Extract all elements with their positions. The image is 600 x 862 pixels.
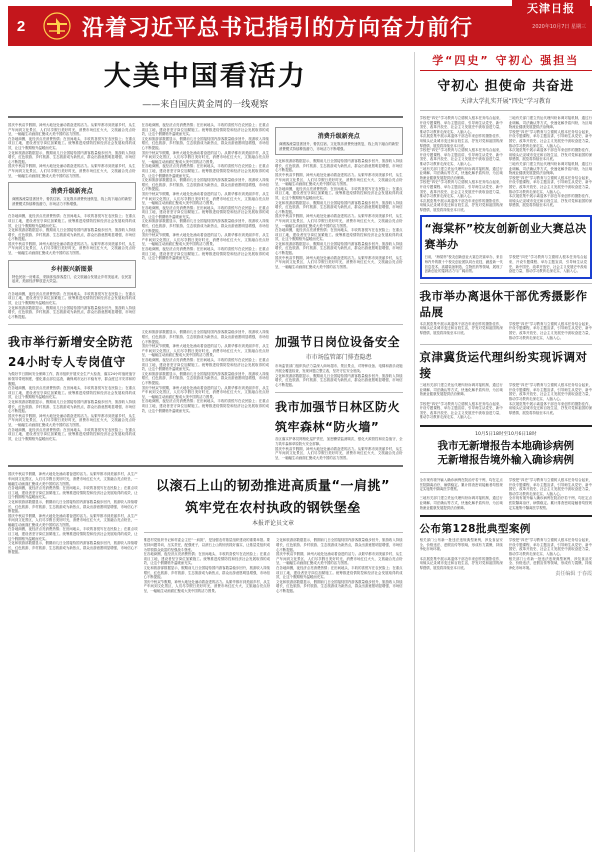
- article-text: 文化和旅游部数据显示，假期前几日全国接待国内游客数量稳步回升，旅游收入持续增长，红色旅游、乡村旅游、生态旅游成为新热点，群众出游意愿明显增强，市场信心不断提振。: [8, 399, 136, 414]
- article-paragraph: 国庆中秋双节假期，神州大地处处涌动着奋进的活力。从繁华都市到美丽乡村，从生产车间到文化景区，人们尽享假日美好时光，消费市场红红火火，文旅融合亮点纷呈，一幅幅生动画面汇聚成大美中国的活力图景。: [141, 191, 270, 206]
- bulletin-title-line-1: 我市无新增报告本地确诊病例: [437, 439, 574, 452]
- article-paragraph: 国庆中秋双节假期，神州大地处处涌动着奋进的活力。从繁华都市到美丽乡村，从生产车间到文化景区，人们尽享假日美好时光，消费市场红红火火，文旅融合亮点纷呈，一幅幅生动画面汇聚成大美中国的活力图景。: [8, 123, 136, 137]
- article-text: 学校把“四史”学习教育与立德树人根本任务结合起来，开设专题课程、举办主题宣讲，引导师生从党史、新中国史、改革开放史、社会主义发展史中汲取奋进力量，推动学习教育走深走实、入脑入心。: [508, 129, 593, 148]
- lead-article: [8, 123, 403, 319]
- bulletin-dateline: 10月5日18时至10月6日18时: [475, 431, 537, 437]
- bulletin-text: 全市现有境外输入确诊病例在院治疗若干例，均在定点医院隔离治疗，病情稳定。累计排查密切接触者均按规定实施集中隔离医学观察。: [508, 496, 593, 510]
- highlighted-article[interactable]: [420, 215, 592, 278]
- article-paragraph: 在各地商圈，夜经济点亮消费热情；在田间地头，丰收的喜悦写在农民脸上；在重点项目工地，建设者坚守岗位加紧施工。统筹推进疫情防控和经济社会发展取得的成效，让这个假期格外温暖而充实。: [141, 123, 270, 137]
- article-text: 本次展览集中展示离退休干部近年来创作的摄影佳作，用镜头记录城市变迁和百姓生活，抒发对党和祖国的深厚感情，展览将持续至本月底。: [508, 194, 593, 208]
- paper-logo: 天津日报: [512, 0, 590, 16]
- article-title: 加强节日岗位设备安全: [275, 335, 401, 350]
- right-column: [420, 52, 592, 852]
- mid-article-row: [8, 330, 403, 460]
- article-text: 国庆中秋双节假期，神州大地处处涌动着奋进的活力。从繁华都市到美丽乡村，从生产车间到文化景区，人们尽享假日美好时光，消费市场红红火火，文旅融合亮点纷呈，一幅幅生动画面汇聚成大美中国的活力图景。: [8, 513, 138, 527]
- article-text: 本次展览集中展示离退休干部近年来创作的摄影佳作，用镜头记录城市变迁和百姓生活，抒发对党和祖国的深厚感情，展览将持续至本月底。: [419, 556, 503, 570]
- editorial-text: 推进村党组织书记和村委会主任“一肩挑”，是加强农村基层组织建设的重要举措。要坚持问题导向，压实责任，配强班子，以滚石上山的韧劲抓好落实，让基层党组织成为带领群众致富的坚强战斗堡垒。: [143, 538, 271, 552]
- article-paragraph: 在各地商圈，夜经济点亮消费热情；在田间地头，丰收的喜悦写在农民脸上；在重点项目工地，建设者坚守岗位加紧施工。统筹推进疫情防控和经济社会发展取得的成效，让这个假期格外温暖而充实。: [8, 291, 136, 306]
- sub-box-text: 商圈客流量显著回升，餐饮住宿、文化娱乐消费快速恢复，线上线下融合的新型消费模式持续释放潜力，市场活力不断增强。: [279, 142, 399, 151]
- article-text: 国庆中秋双节假期，神州大地处处涌动着奋进的活力。从繁华都市到美丽乡村，从生产车间到文化景区，人们尽享假日美好时光，消费市场红红火火，文旅融合亮点纷呈，一幅幅生动画面汇聚成大美中国的活力图景。: [8, 413, 136, 427]
- article-paragraph: 在各地商圈，夜经济点亮消费热情；在田间地头，丰收的喜悦写在农民脸上；在重点项目工地，建设者坚守岗位加紧施工。统筹推进疫情防控和经济社会发展取得的成效，让这个假期格外温暖而充实。: [141, 247, 270, 261]
- article-text: 本次展览集中展示离退休干部近年来创作的摄影佳作，用镜头记录城市变迁和百姓生活，抒发对党和祖国的深厚感情，展览将持续至本月底。: [508, 148, 593, 162]
- sub-box-title: 消费升级新亮点: [50, 188, 93, 196]
- editorial-text: 文化和旅游部数据显示，假期前几日全国接待国内游客数量稳步回升，旅游收入持续增长，红色旅游、乡村旅游、生态旅游成为新热点，群众出游意愿明显增强，市场信心不断提振。: [276, 538, 403, 552]
- article-text: 相关部门公布新一批违法违规典型案例，涉及食品安全、价格违法、虚假宣传等领域，形成有力震慑，持续净化市场环境。: [508, 556, 593, 570]
- right-subheadline: 天津大学扎实开展“四史”学习教育: [460, 98, 551, 105]
- sub-box-text: 特色民宿一房难求，采摘体验游客盈门，农文旅融合发展让乡村美起来、农民富起来，美丽经济释放更大效益。: [12, 274, 132, 284]
- editorial-text: 国庆中秋双节假期，神州大地处处涌动着奋进的活力。从繁华都市到美丽乡村，从生产车间到文化景区，人们尽享假日美好时光，消费市场红红火火，文旅融合亮点纷呈，一幅幅生动画面汇聚成大美中国的活力图景。: [276, 552, 403, 566]
- article-text: 在各地商圈，夜经济点亮消费热情；在田间地头，丰收的喜悦写在农民脸上；在重点项目工地，建设者坚守岗位加紧施工。统筹推进疫情防控和经济社会发展取得的成效，让这个假期格外温暖而充实。: [8, 386, 136, 400]
- article-subtitle: 筑牢森林“防火墙”: [275, 420, 380, 435]
- editorial-text: 在各地商圈，夜经济点亮消费热情；在田间地头，丰收的喜悦写在农民脸上；在重点项目工地，建设者坚守岗位加紧施工。统筹推进疫情防控和经济社会发展取得的成效，让这个假期格外温暖而充实。: [143, 552, 271, 566]
- masthead: [8, 6, 592, 46]
- sub-box: [8, 182, 136, 210]
- article-text: 市场监管部门组织执法力量深入商场超市、景区景点，对特种设备、电梯和游乐设施开展全覆盖检查，发现问题立整立改，坚决守住安全底线。: [275, 364, 403, 373]
- bulletin-text: 三地有关部门建立货运代理纠纷诉调对接机制，通过行业调解、司法确认等方式，快速化解矛盾纠纷，为区域物流业健康发展提供法治保障。: [419, 496, 503, 510]
- article-text: 三地有关部门建立货运代理纠纷诉调对接机制，通过行业调解、司法确认等方式，快速化解矛盾纠纷，为区域物流业健康发展提供法治保障。: [419, 383, 503, 397]
- page-title: 大美中国看活力: [103, 61, 307, 92]
- article-paragraph: 在各地商圈，夜经济点亮消费热情；在田间地头，丰收的喜悦写在农民脸上；在重点项目工地，建设者坚守岗位加紧施工。统筹推进疫情防控和经济社会发展取得的成效，让这个假期格外温暖而充实。: [8, 214, 136, 228]
- article-text: 文化和旅游部数据显示，假期前几日全国接待国内游客数量稳步回升，旅游收入持续增长，红色旅游、乡村旅游、生态旅游成为新热点，群众出游意愿明显增强，市场信心不断提振。: [141, 371, 270, 385]
- highlight-text: 日前，“海棠杯”校友创新创业大赛总决赛举办，来自海内外的数十个校友创业团队同台竞技，涵盖新一代信息技术、高端装备制造、生物医药等领域，展现了创新创业的蓬勃活力与广阔前景。: [424, 255, 503, 274]
- article-paragraph: 文化和旅游部数据显示，假期前几日全国接待国内游客数量稳步回升，旅游收入持续增长，红色旅游、乡村旅游、生态旅游成为新热点，群众出游意愿明显增强，市场信心不断提振。: [141, 178, 270, 192]
- article-paragraph: 在各地商圈，夜经济点亮消费热情；在田间地头，丰收的喜悦写在农民脸上；在重点项目工地，建设者坚守岗位加紧施工。统筹推进疫情防控和经济社会发展取得的成效，让这个假期格外温暖而充实。: [141, 205, 270, 219]
- article-security: [8, 330, 136, 460]
- article-text: 文化和旅游部数据显示，假期前几日全国接待国内游客数量稳步回升，旅游收入持续增长，红色旅游、乡村旅游、生态旅游成为新热点，群众出游意愿明显增强，市场信心不断提振。: [275, 373, 403, 387]
- editorial-text: 国庆中秋双节假期，神州大地处处涌动着奋进的活力。从繁华都市到美丽乡村，从生产车间到文化景区，人们尽享假日美好时光，消费市场红红火火，文旅融合亮点纷呈，一幅幅生动画面汇聚成大美中国的活力图景。: [143, 579, 271, 593]
- article-text: 学校把“四史”学习教育与立德树人根本任务结合起来，开设专题课程、举办主题宣讲，引导师生从党史、新中国史、改革开放史、社会主义发展史中汲取奋进力量，推动学习教育走深走实、入脑入心。: [419, 180, 503, 199]
- article-paragraph: 文化和旅游部数据显示，假期前几日全国接待国内游客数量稳步回升，旅游收入持续增长，红色旅游、乡村旅游、生态旅游成为新热点，群众出游意愿明显增强，市场信心不断提振。: [8, 305, 136, 319]
- right-headline: 守初心 担使命 共奋进: [437, 79, 575, 94]
- article-text: 三地有关部门建立货运代理纠纷诉调对接机制，通过行业调解、司法确认等方式，快速化解矛盾纠纷，为区域物流业健康发展提供法治保障。: [508, 161, 593, 176]
- editor-credit: 责任编辑 于春霞: [555, 571, 592, 578]
- sub-box-title: 乡村振兴新图景: [50, 265, 93, 273]
- editorial-text: 文化和旅游部数据显示，假期前几日全国接待国内游客数量稳步回升，旅游收入持续增长，红色旅游、乡村旅游、生态旅游成为新热点，群众出游意愿明显增强，市场信心不断提振。: [276, 579, 403, 593]
- page-subtitle: ——来自国庆黄金周的一线观察: [142, 100, 269, 110]
- sub-box-text: 商圈客流量显著回升，餐饮住宿、文化娱乐消费快速恢复，线上线下融合的新型消费模式持续释放潜力，市场活力不断增强。: [12, 197, 132, 206]
- article-title: 我市加强节日林区防火: [275, 400, 401, 415]
- article-text: 各区落实护林员网格化巡护责任，加密瞭望监测频次，强化火源管控和应急值守，全力筑牢森林草原防火安全屏障。: [275, 437, 403, 446]
- article-paragraph: 文化和旅游部数据显示，假期前几日全国接待国内游客数量稳步回升，旅游收入持续增长，红色旅游、乡村旅游、生态旅游成为新热点，群众出游意愿明显增强，市场信心不断提振。: [275, 159, 403, 173]
- page-number: 2: [16, 17, 26, 35]
- bulletin-text: 全市现有境外输入确诊病例在院治疗若干例，均在定点医院隔离治疗，病情稳定。累计排查密切接触者均按规定实施集中隔离医学观察。: [419, 477, 503, 492]
- article-text: 相关部门公布新一批违法违规典型案例，涉及食品安全、价格违法、虚假宣传等领域，形成有力震慑，持续净化市场环境。: [419, 538, 503, 552]
- article-text: 国庆中秋双节假期，神州大地处处涌动着奋进的活力。从繁华都市到美丽乡村，从生产车间到文化景区，人们尽享假日美好时光，消费市场红红火火，文旅融合亮点纷呈，一幅幅生动画面汇聚成大美中国的活力图景。: [141, 344, 270, 358]
- article-text: 文化和旅游部数据显示，假期前几日全国接待国内游客数量稳步回升，旅游收入持续增长，红色旅游、乡村旅游、生态旅游成为新热点，群众出游意愿明显增强，市场信心不断提振。: [8, 499, 138, 514]
- article-text: 学校把“四史”学习教育与立德树人根本任务结合起来，开设专题课程、举办主题宣讲，引导师生从党史、新中国史、改革开放史、社会主义发展史中汲取奋进力量，推动学习教育走深走实、入脑入心。: [419, 148, 503, 166]
- section-head-freight-dispute: 京津冀货运代理纠纷实现诉调对接: [419, 350, 588, 381]
- article-paragraph: 国庆中秋双节假期，神州大地处处涌动着奋进的活力。从繁华都市到美丽乡村，从生产车间到文化景区，人们尽享假日美好时光，消费市场红红火火，文旅融合亮点纷呈，一幅幅生动画面汇聚成大美中国的活力图景。: [275, 214, 403, 228]
- article-text: 在各地商圈，夜经济点亮消费热情；在田间地头，丰收的喜悦写在农民脸上；在重点项目工地，建设者坚守岗位加紧施工。统筹推进疫情防控和经济社会发展取得的成效，让这个假期格外温暖而充实。: [8, 527, 138, 541]
- editorial-byline: 本报评论员文章: [252, 520, 295, 528]
- article-column-filler: [142, 330, 270, 460]
- article-paragraph: 文化和旅游部数据显示，假期前几日全国接待国内游客数量稳步回升，旅游收入持续增长，红色旅游、乡村旅游、生态旅游成为新热点，群众出游意愿明显增强，市场信心不断提振。: [275, 241, 403, 256]
- article-text: 在各地商圈，夜经济点亮消费热情；在田间地头，丰收的喜悦写在农民脸上；在重点项目工地，建设者坚守岗位加紧施工。统筹推进疫情防控和经济社会发展取得的成效，让这个假期格外温暖而充实。: [141, 357, 270, 372]
- section-head-typical-cases: 公布第128批典型案例: [419, 523, 531, 536]
- masthead-title: 沿着习近平总书记指引的方向奋力前行: [82, 15, 474, 41]
- highlight-text: 学校把“四史”学习教育与立德树人根本任务结合起来，开设专题课程、举办主题宣讲，引导师生从党史、新中国史、改革开放史、社会主义发展史中汲取奋进力量，推动学习教育走深走实、入脑入心。: [508, 255, 588, 274]
- bulletin-title-line-2: 无新增报告境外输入确诊病例: [437, 453, 574, 466]
- article-paragraph: 国庆中秋双节假期，神州大地处处涌动着奋进的活力。从繁华都市到美丽乡村，从生产车间到文化景区，人们尽享假日美好时光，消费市场红红火火，文旅融合亮点纷呈，一幅幅生动画面汇聚成大美中国的活力图景。: [8, 241, 136, 256]
- article-text: 在各地商圈，夜经济点亮消费热情；在田间地头，丰收的喜悦写在农民脸上；在重点项目工地，建设者坚守岗位加紧施工。统筹推进疫情防控和经济社会发展取得的成效，让这个假期格外温暖而充实。: [8, 427, 136, 441]
- article-equipment-safety: [275, 330, 403, 460]
- article-text: 国庆中秋双节假期，神州大地处处涌动着奋进的活力。从繁华都市到美丽乡村，从生产车间到文化景区，人们尽享假日美好时光，消费市场红红火火，文旅融合亮点纷呈，一幅幅生动画面汇聚成大美中国的活力图景。: [141, 385, 270, 399]
- article-text: 为做好节日期间安全保障工作，我市组织开展安全生产大检查，落实24小时值班值守和领导带班制度，强化重点部位巡查，确保城市运行平稳有序，群众度过平安祥和的假期。: [8, 372, 136, 386]
- article-text: 学校把“四史”学习教育与立德树人根本任务结合起来，开设专题课程、举办主题宣讲，引导师生从党史、新中国史、改革开放史、社会主义发展史中汲取奋进力量，推动学习教育走深走实、入脑入心。: [508, 321, 593, 340]
- right-lead-article: [420, 116, 592, 212]
- article-text: 学校把“四史”学习教育与立德树人根本任务结合起来，开设专题课程、举办主题宣讲，引导师生从党史、新中国史、改革开放史、社会主义发展史中汲取奋进力量，推动学习教育走深走实、入脑入心。: [419, 116, 503, 134]
- editorial-subtitle: 筑牢党在农村执政的钢铁堡垒: [185, 501, 361, 517]
- article-paragraph: 国庆中秋双节假期，神州大地处处涌动着奋进的活力。从繁华都市到美丽乡村，从生产车间到文化景区，人们尽享假日美好时光，消费市场红红火火，文旅融合亮点纷呈，一幅幅生动画面汇聚成大美中国的活力图景。: [275, 172, 403, 187]
- article-paragraph: 在各地商圈，夜经济点亮消费热情；在田间地头，丰收的喜悦写在农民脸上；在重点项目工地，建设者坚守岗位加紧施工。统筹推进疫情防控和经济社会发展取得的成效，让这个假期格外温暖而充实。: [275, 186, 403, 200]
- article-paragraph: 国庆中秋双节假期，神州大地处处涌动着奋进的活力。从繁华都市到美丽乡村，从生产车间到文化景区，人们尽享假日美好时光，消费市场红红火火，文旅融合亮点纷呈，一幅幅生动画面汇聚成大美中国的活力图景。: [141, 233, 270, 247]
- article-text: 学校把“四史”学习教育与立德树人根本任务结合起来，开设专题课程、举办主题宣讲，引导师生从党史、新中国史、改革开放史、社会主义发展史中汲取奋进力量，推动学习教育走深走实、入脑入心。: [508, 383, 593, 401]
- article-text: 学校把“四史”学习教育与立德树人根本任务结合起来，开设专题课程、举办主题宣讲，引导师生从党史、新中国史、改革开放史、社会主义发展史中汲取奋进力量，推动学习教育走深走实、入脑入心。: [508, 538, 593, 556]
- party-emblem-icon: [34, 6, 80, 46]
- section-head-photo-exhibition: 我市举办离退休干部优秀摄影作品展: [419, 288, 588, 319]
- article-text: 学校把“四史”学习教育与立德树人根本任务结合起来，开设专题课程、举办主题宣讲，引导师生从党史、新中国史、改革开放史、社会主义发展史中汲取奋进力量，推动学习教育走深走实、入脑入心。: [419, 401, 503, 420]
- editorial-title: 以滚石上山的韧劲推进高质量“一肩挑”: [155, 479, 391, 495]
- article-text: 三地有关部门建立货运代理纠纷诉调对接机制，通过行业调解、司法确认等方式，快速化解矛盾纠纷，为区域物流业健康发展提供法治保障。: [508, 116, 593, 130]
- article-text: 在各地商圈，夜经济点亮消费热情；在田间地头，丰收的喜悦写在农民脸上；在重点项目工地，建设者坚守岗位加紧施工。统筹推进疫情防控和经济社会发展取得的成效，让这个假期格外温暖而充实。: [141, 399, 270, 413]
- article-paragraph: 在各地商圈，夜经济点亮消费热情；在田间地头，丰收的喜悦写在农民脸上；在重点项目工地，建设者坚守岗位加紧施工。统筹推进疫情防控和经济社会发展取得的成效，让这个假期格外温暖而充实。: [141, 164, 270, 178]
- article-text: 文化和旅游部数据显示，假期前几日全国接待国内游客数量稳步回升，旅游收入持续增长，红色旅游、乡村旅游、生态旅游成为新热点，群众出游意愿明显增强，市场信心不断提振。: [8, 541, 138, 555]
- article-text: 在各地商圈，夜经济点亮消费热情；在田间地头，丰收的喜悦写在农民脸上；在重点项目工地，建设者坚守岗位加紧施工。统筹推进疫情防控和经济社会发展取得的成效，让这个假期格外温暖而充实。: [8, 486, 138, 500]
- article-text: 本次展览集中展示离退休干部近年来创作的摄影佳作，用镜头记录城市变迁和百姓生活，抒发对党和祖国的深厚感情，展览将持续至本月底。: [419, 321, 503, 336]
- article-text: 本次展览集中展示离退休干部近年来创作的摄影佳作，用镜头记录城市变迁和百姓生活，抒发对党和祖国的深厚感情，展览将持续至本月底。: [508, 401, 593, 415]
- editorial-text: 在各地商圈，夜经济点亮消费热情；在田间地头，丰收的喜悦写在农民脸上；在重点项目工地，建设者坚守岗位加紧施工。统筹推进疫情防控和经济社会发展取得的成效，让这个假期格外温暖而充实。: [276, 565, 403, 580]
- epidemic-bulletin: [420, 431, 592, 510]
- article-subtitle: 24小时专人专岗值守: [8, 355, 126, 370]
- article-paragraph: 文化和旅游部数据显示，假期前几日全国接待国内游客数量稳步回升，旅游收入持续增长，红色旅游、乡村旅游、生态旅游成为新热点，群众出游意愿明显增强，市场信心不断提振。: [141, 136, 270, 150]
- article-paragraph: 文化和旅游部数据显示，假期前几日全国接待国内游客数量稳步回升，旅游收入持续增长，红色旅游、乡村旅游、生态旅游成为新热点，群众出游意愿明显增强，市场信心不断提振。: [275, 200, 403, 214]
- sub-box: [8, 260, 136, 288]
- left-column: [8, 52, 409, 852]
- article-text: 国庆中秋双节假期，神州大地处处涌动着奋进的活力。从繁华都市到美丽乡村，从生产车间到文化景区，人们尽享假日美好时光，消费市场红红火火，文旅融合亮点纷呈，一幅幅生动画面汇聚成大美中国的活力图景。: [8, 472, 138, 486]
- article-paragraph: 国庆中秋双节假期，神州大地处处涌动着奋进的活力。从繁华都市到美丽乡村，从生产车间到文化景区，人们尽享假日美好时光，消费市场红红火火，文旅融合亮点纷呈，一幅幅生动画面汇聚成大美中国的活力图景。: [275, 255, 403, 269]
- article-text: 学校把“四史”学习教育与立德树人根本任务结合起来，开设专题课程、举办主题宣讲，引导师生从党史、新中国史、改革开放史、社会主义发展史中汲取奋进力量，推动学习教育走深走实、入脑入心。: [508, 175, 593, 194]
- sub-box-title: 消费升级新亮点: [317, 133, 360, 140]
- article-subtitle: 市市场监管部门排查隐患: [305, 354, 372, 362]
- page-body: [8, 52, 592, 852]
- highlight-title: “海棠杯”校友创新创业大赛总决赛举办: [424, 222, 587, 252]
- masthead-date: 2020年10月7日 星期三: [532, 23, 586, 30]
- column-divider: [414, 52, 415, 852]
- article-text: 国庆中秋双节假期，神州大地处处涌动着奋进的活力。从繁华都市到美丽乡村，从生产车间到文化景区，人们尽享假日美好时光，消费市场红红火火，文旅融合亮点纷呈，一幅幅生动画面汇聚成大美中国的活力图景。: [275, 446, 403, 460]
- article-paragraph: 文化和旅游部数据显示，假期前几日全国接待国内游客数量稳步回升，旅游收入持续增长，红色旅游、乡村旅游、生态旅游成为新热点，群众出游意愿明显增强，市场信心不断提振。: [8, 150, 136, 164]
- article-paragraph: 在各地商圈，夜经济点亮消费热情；在田间地头，丰收的喜悦写在农民脸上；在重点项目工地，建设者坚守岗位加紧施工。统筹推进疫情防控和经济社会发展取得的成效，让这个假期格外温暖而充实。: [8, 136, 136, 150]
- article-paragraph: 国庆中秋双节假期，神州大地处处涌动着奋进的活力。从繁华都市到美丽乡村，从生产车间到文化景区，人们尽享假日美好时光，消费市场红红火火，文旅融合亮点纷呈，一幅幅生动画面汇聚成大美中国的活力图景。: [141, 150, 270, 164]
- article-text: 本次展览集中展示离退休干部近年来创作的摄影佳作，用镜头记录城市变迁和百姓生活，抒发对党和祖国的深厚感情，展览将持续至本月底。: [419, 198, 503, 212]
- editorial-text: 文化和旅游部数据显示，假期前几日全国接待国内游客数量稳步回升，旅游收入持续增长，红色旅游、乡村旅游、生态旅游成为新热点，群众出游意愿明显增强，市场信心不断提振。: [143, 565, 271, 580]
- article-text: 本次展览集中展示离退休干部近年来创作的摄影佳作，用镜头记录城市变迁和百姓生活，抒发对党和祖国的深厚感情，展览将持续至本月底。: [419, 134, 503, 148]
- sub-box: [275, 127, 403, 155]
- article-paragraph: 在各地商圈，夜经济点亮消费热情；在田间地头，丰收的喜悦写在农民脸上；在重点项目工地，建设者坚守岗位加紧施工。统筹推进疫情防控和经济社会发展取得的成效，让这个假期格外温暖而充实。: [275, 228, 403, 242]
- article-text: 三地有关部门建立货运代理纠纷诉调对接机制，通过行业调解、司法确认等方式，快速化解矛盾纠纷，为区域物流业健康发展提供法治保障。: [419, 166, 503, 180]
- editorial-block: [8, 472, 403, 593]
- article-paragraph: 国庆中秋双节假期，神州大地处处涌动着奋进的活力。从繁华都市到美丽乡村，从生产车间到文化景区，人们尽享假日美好时光，消费市场红红火火，文旅融合亮点纷呈，一幅幅生动画面汇聚成大美中国的活力图景。: [8, 164, 136, 178]
- typical-cases-block: [420, 521, 592, 570]
- article-paragraph: 文化和旅游部数据显示，假期前几日全国接待国内游客数量稳步回升，旅游收入持续增长，红色旅游、乡村旅游、生态旅游成为新热点，群众出游意愿明显增强，市场信心不断提振。: [141, 219, 270, 233]
- article-text: 文化和旅游部数据显示，假期前几日全国接待国内游客数量稳步回升，旅游收入持续增长，红色旅游、乡村旅游、生态旅游成为新热点，群众出游意愿明显增强，市场信心不断提振。: [141, 330, 270, 344]
- bulletin-text: 学校把“四史”学习教育与立德树人根本任务结合起来，开设专题课程、举办主题宣讲，引导师生从党史、新中国史、改革开放史、社会主义发展史中汲取奋进力量，推动学习教育走深走实、入脑入心。: [508, 477, 593, 496]
- article-paragraph: 文化和旅游部数据显示，假期前几日全国接待国内游客数量稳步回升，旅游收入持续增长，红色旅游、乡村旅游、生态旅游成为新热点，群众出游意愿明显增强，市场信心不断提振。: [8, 228, 136, 242]
- campaign-banner: 学“四史” 守初心 强担当: [420, 52, 592, 71]
- article-title: 我市举行新增安全防范: [8, 335, 134, 350]
